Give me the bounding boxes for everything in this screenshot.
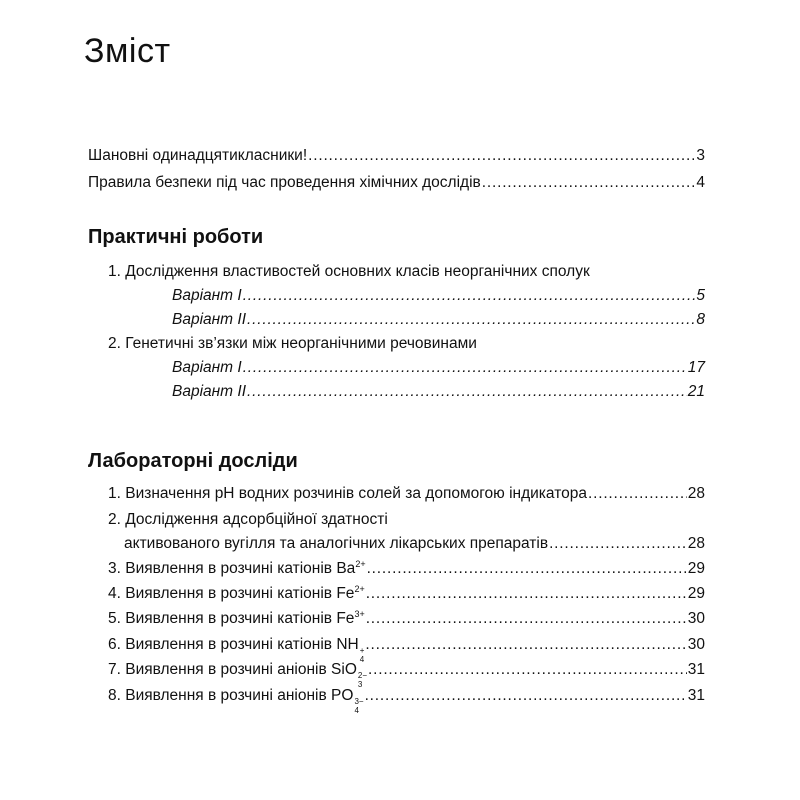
dot-leader [588, 484, 687, 504]
dot-leader [247, 382, 687, 402]
entry-text: Варіант I [172, 287, 242, 304]
toc-entry-greeting[interactable] [88, 146, 705, 166]
formula-symbol: Fe [336, 585, 355, 602]
dot-leader [366, 609, 687, 629]
toc-entry-lab-8[interactable] [108, 686, 705, 715]
page-number: 28 [687, 535, 705, 552]
toc-entry-lab-4[interactable] [108, 584, 705, 604]
dot-leader [308, 146, 695, 166]
formula-charge: 2+ [354, 583, 365, 594]
dot-leader [243, 286, 696, 306]
formula-symbol: NH [336, 636, 359, 653]
page-title: Зміст [84, 32, 171, 70]
chemical-formula [331, 661, 367, 689]
toc-entry-practical-2-variant-2[interactable] [172, 382, 705, 402]
chemical-formula [336, 636, 365, 664]
formula-charge: 3+ [354, 608, 365, 619]
toc-entry-lab-7[interactable] [108, 660, 705, 689]
entry-text [108, 686, 364, 715]
section-heading-lab: Лабораторні досліди [88, 450, 298, 472]
formula-index [354, 697, 363, 715]
formula-subscript: 4 [359, 655, 365, 664]
toc-entry-lab-2-line1[interactable]: 2. Дослідження адсорбційної здатності [108, 511, 388, 528]
dot-leader [549, 534, 687, 554]
page-number: 29 [687, 560, 705, 577]
formula-symbol: PO [331, 687, 354, 704]
page-number: 31 [687, 687, 705, 704]
chemical-formula [336, 560, 365, 577]
formula-charge: 2+ [355, 558, 366, 569]
chemical-formula [336, 585, 364, 602]
dot-leader [365, 686, 687, 706]
dot-leader [247, 310, 695, 330]
page-number: 3 [696, 147, 705, 164]
dot-leader [243, 358, 687, 378]
toc-entry-practical-1-variant-1[interactable] [172, 286, 705, 306]
chemical-formula [336, 610, 364, 627]
entry-text [108, 660, 367, 689]
section-heading-practical: Практичні роботи [88, 226, 264, 248]
page-number: 17 [687, 359, 705, 376]
toc-entry-lab-2[interactable] [124, 534, 705, 554]
page-number: 8 [696, 311, 705, 328]
toc-entry-safety-rules[interactable] [88, 173, 705, 193]
dot-leader [365, 635, 686, 655]
toc-entry-practical-2[interactable]: 2. Генетичні зв’язки між неорганічними речовинами [108, 335, 477, 352]
page-number: 30 [687, 636, 705, 653]
toc-entry-lab-5[interactable] [108, 609, 705, 629]
entry-label: 4. Виявлення в розчині катіонів [108, 585, 337, 602]
page-number: 21 [687, 383, 705, 400]
entry-text [108, 609, 365, 629]
toc-entry-lab-1[interactable] [108, 484, 705, 504]
entry-label: 7. Виявлення в розчині аніонів [108, 661, 332, 678]
entry-label: 5. Виявлення в розчині катіонів [108, 610, 337, 627]
dot-leader [366, 584, 687, 604]
toc-entry-practical-1[interactable]: 1. Дослідження властивостей основних класів неорганічних сполук [108, 263, 590, 280]
entry-label: 3. Виявлення в розчині катіонів [108, 560, 337, 577]
formula-symbol: SiO [331, 661, 357, 678]
dot-leader [368, 660, 687, 680]
formula-symbol: Fe [336, 610, 355, 627]
entry-text: Правила безпеки під час проведення хімічних дослідів [88, 174, 481, 191]
entry-text [108, 584, 365, 604]
page-number: 4 [696, 174, 705, 191]
entry-label: 6. Виявлення в розчині катіонів [108, 636, 337, 653]
page-number: 28 [687, 485, 705, 502]
formula-charge: 2− [357, 671, 367, 680]
entry-label: 8. Виявлення в розчині аніонів [108, 687, 332, 704]
entry-text: Варіант II [172, 311, 247, 328]
entry-text: активованого вугілля та аналогічних лікарських препаратів [124, 535, 549, 552]
entry-text: Шановні одинадцятикласники! [88, 147, 308, 164]
page-number: 29 [687, 585, 705, 602]
dot-leader [367, 559, 687, 579]
toc-entry-practical-2-variant-1[interactable] [172, 358, 705, 378]
entry-text: Варіант II [172, 383, 247, 400]
toc-entry-practical-1-variant-2[interactable] [172, 310, 705, 330]
entry-text [108, 559, 366, 579]
toc-entry-lab-3[interactable] [108, 559, 705, 579]
formula-charge: 3− [354, 697, 364, 706]
formula-symbol: Ba [336, 560, 356, 577]
formula-charge: + [359, 646, 365, 655]
dot-leader [482, 173, 696, 193]
page-number: 31 [687, 661, 705, 678]
formula-subscript: 3 [357, 680, 363, 689]
page-number: 30 [687, 610, 705, 627]
chemical-formula [331, 687, 364, 715]
entry-text: Варіант I [172, 359, 242, 376]
formula-subscript: 4 [354, 706, 359, 715]
page-number: 5 [696, 287, 705, 304]
entry-text: 1. Визначення pH водних розчинів солей за допомогою індикатора [108, 485, 587, 502]
